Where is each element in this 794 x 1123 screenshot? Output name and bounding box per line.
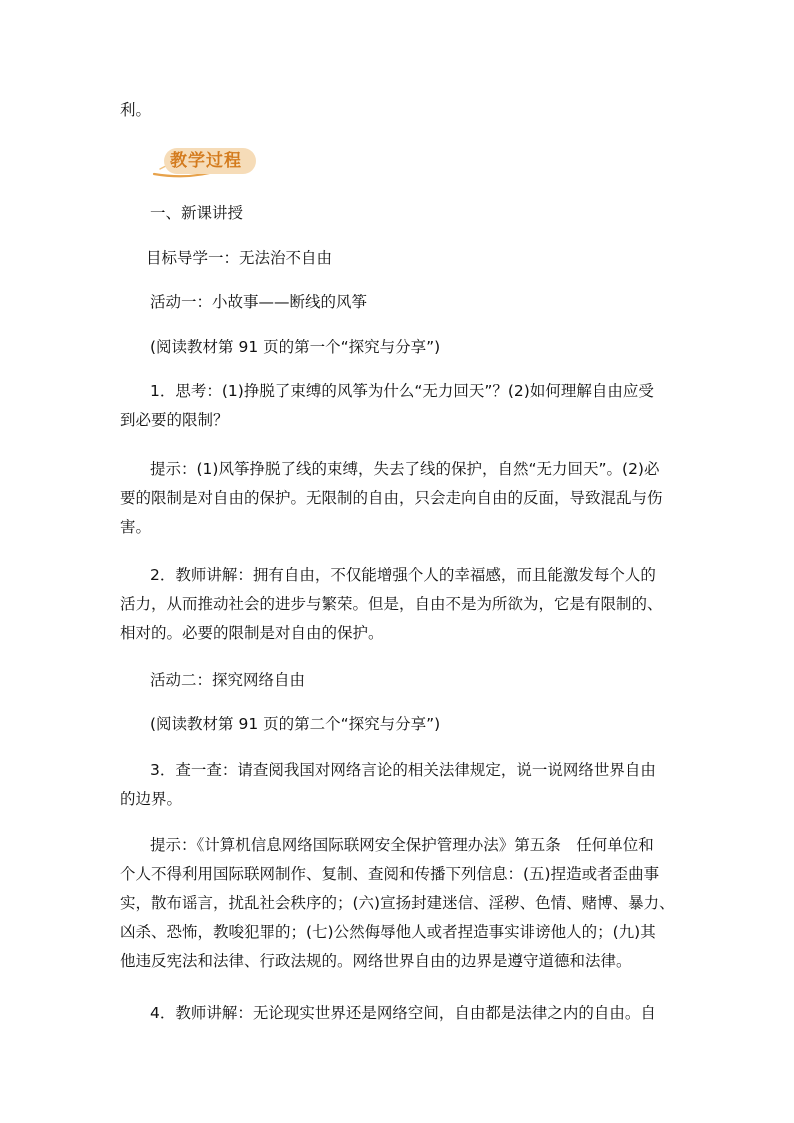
text-line: 3．查一查：请查阅我国对网络言论的相关法律规定，说一说网络世界自由	[150, 761, 656, 779]
text-line: 的边界。	[120, 790, 183, 808]
text-line: 活动二：探究网络自由	[150, 671, 306, 689]
text-line: 相对的。必要的限制是对自由的保护。	[120, 624, 384, 642]
text-line: 实，散布谣言，扰乱社会秩序的；(六)宣扬封建迷信、淫秽、色情、赌博、暴力、	[120, 894, 675, 912]
text-line: 活力，从而推动社会的进步与繁荣。但是，自由不是为所欲为，它是有限制的、	[120, 595, 663, 613]
text-line: 2．教师讲解：拥有自由，不仅能增强个人的幸福感，而且能激发每个人的	[150, 566, 656, 584]
text-line: 目标导学一：无法治不自由	[146, 249, 333, 267]
text-line: (阅读教材第 91 页的第一个“探究与分享”)	[150, 338, 441, 356]
text-line: 到必要的限制？	[120, 411, 229, 429]
text-line: 要的限制是对自由的保护。无限制的自由，只会走向自由的反面，导致混乱与伤	[120, 489, 663, 507]
text-line: 凶杀、恐怖，教唆犯罪的；(七)公然侮辱他人或者捏造事实诽谤他人的；(九)其	[120, 923, 656, 941]
section-badge	[150, 144, 260, 180]
text-line: 提示：《计算机信息网络国际联网安全保护管理办法》第五条 任何单位和	[150, 836, 654, 854]
section-badge-label: 教学过程	[170, 151, 242, 171]
text-line: 一、新课讲授	[150, 204, 244, 222]
text-line: (阅读教材第 91 页的第二个“探究与分享”)	[150, 715, 441, 733]
text-line: 个人不得利用国际联网制作、复制、查阅和传播下列信息：(五)捏造或者歪曲事	[120, 865, 660, 883]
text-line: 提示：(1)风筝挣脱了线的束缚，失去了线的保护，自然“无力回天”。(2)必	[150, 460, 660, 478]
text-line: 他违反宪法和法律、行政法规的。网络世界自由的边界是遵守道德和法律。	[120, 952, 632, 970]
text-line-top: 利。	[120, 101, 152, 119]
text-line: 害。	[120, 518, 152, 536]
text-line: 活动一：小故事——断线的风筝	[150, 293, 368, 311]
text-line: 4．教师讲解：无论现实世界还是网络空间，自由都是法律之内的自由。自	[150, 1004, 656, 1022]
text-line: 1．思考：(1)挣脱了束缚的风筝为什么“无力回天”？(2)如何理解自由应受	[150, 382, 654, 400]
